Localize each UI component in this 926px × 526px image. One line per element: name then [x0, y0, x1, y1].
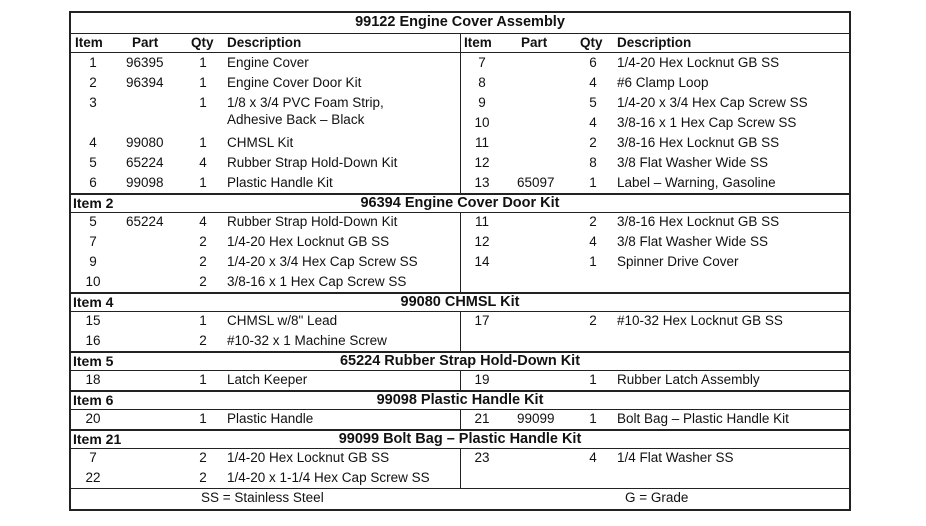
item-number: 12 [474, 155, 490, 170]
description: 1/4-20 x 3/4 Hex Cap Screw SS [617, 95, 808, 110]
item-number: 11 [474, 135, 489, 150]
quantity: 1 [589, 254, 597, 269]
item-number: 6 [89, 175, 97, 190]
item-number: 7 [478, 55, 486, 70]
description: #10-32 x 1 Machine Screw [227, 333, 387, 348]
item-number: 14 [474, 254, 490, 269]
description: #6 Clamp Loop [617, 75, 709, 90]
description: Rubber Strap Hold-Down Kit [227, 155, 398, 170]
part-number: 99098 [126, 175, 164, 190]
part-number: 65097 [517, 175, 555, 190]
description: Engine Cover [227, 55, 309, 70]
quantity: 1 [199, 372, 207, 387]
item-number: 13 [474, 175, 490, 190]
section-label: Item 2 [73, 195, 114, 211]
item-number: 8 [478, 75, 486, 90]
quantity: 2 [589, 313, 597, 328]
column-header-description: Description [617, 35, 692, 50]
item-number: 19 [474, 372, 490, 387]
description: Rubber Latch Assembly [617, 372, 760, 387]
part-number: 99080 [126, 135, 164, 150]
section-title: 99098 Plastic Handle Kit [376, 392, 544, 408]
column-divider [460, 311, 461, 351]
quantity: 2 [199, 234, 207, 249]
section-title: 96394 Engine Cover Door Kit [360, 195, 560, 211]
description: Label – Warning, Gasoline [617, 175, 776, 190]
quantity: 4 [589, 75, 597, 90]
quantity: 1 [199, 95, 207, 110]
quantity: 4 [199, 214, 207, 229]
part-number: 65224 [126, 214, 164, 229]
item-number: 10 [474, 115, 490, 130]
column-divider [460, 409, 461, 429]
quantity: 1 [199, 313, 207, 328]
quantity: 5 [589, 95, 597, 110]
column-header-item: Item [464, 35, 492, 50]
quantity: 4 [199, 155, 207, 170]
description: 1/4-20 Hex Locknut GB SS [617, 55, 780, 70]
quantity: 2 [199, 254, 207, 269]
description: Engine Cover Door Kit [227, 75, 362, 90]
quantity: 2 [199, 470, 207, 485]
quantity: 8 [589, 155, 597, 170]
item-number: 9 [89, 254, 97, 269]
quantity: 6 [589, 55, 597, 70]
item-number: 3 [89, 95, 97, 110]
section-title: 99099 Bolt Bag – Plastic Handle Kit [338, 431, 582, 447]
description: #10-32 Hex Locknut GB SS [617, 313, 783, 328]
description: CHMSL Kit [227, 135, 294, 150]
footer-legend-ss: SS = Stainless Steel [201, 490, 324, 505]
parts-table [69, 11, 851, 511]
description-continued: Adhesive Back – Black [227, 112, 365, 127]
column-divider [460, 212, 461, 292]
column-header-description: Description [227, 35, 302, 50]
description: 1/4-20 x 1-1/4 Hex Cap Screw SS [227, 470, 430, 485]
item-number: 21 [474, 411, 490, 426]
part-number: 99099 [517, 411, 555, 426]
item-number: 5 [89, 155, 97, 170]
footer-legend-g: G = Grade [625, 490, 689, 505]
quantity: 4 [589, 115, 597, 130]
description: Rubber Strap Hold-Down Kit [227, 214, 398, 229]
quantity: 2 [589, 214, 597, 229]
quantity: 2 [199, 274, 207, 289]
item-number: 15 [85, 313, 101, 328]
item-number: 9 [478, 95, 486, 110]
description: Bolt Bag – Plastic Handle Kit [617, 411, 789, 426]
page-title: 99122 Engine Cover Assembly [355, 14, 565, 30]
column-header-part: Part [132, 35, 159, 50]
quantity: 1 [589, 175, 597, 190]
item-number: 4 [89, 135, 97, 150]
column-header-item: Item [75, 35, 103, 50]
item-number: 5 [89, 214, 97, 229]
description: Spinner Drive Cover [617, 254, 739, 269]
column-divider [460, 448, 461, 488]
item-number: 18 [85, 372, 101, 387]
item-number: 23 [474, 450, 490, 465]
description: Latch Keeper [227, 372, 308, 387]
column-divider [460, 33, 461, 193]
description: 3/8 Flat Washer Wide SS [617, 234, 769, 249]
description: 3/8-16 Hex Locknut GB SS [617, 214, 780, 229]
item-number: 22 [85, 470, 101, 485]
item-number: 17 [474, 313, 490, 328]
description: 3/8-16 x 1 Hex Cap Screw SS [227, 274, 407, 289]
part-number: 65224 [126, 155, 164, 170]
description: 1/4 Flat Washer SS [617, 450, 734, 465]
description: 3/8-16 x 1 Hex Cap Screw SS [617, 115, 797, 130]
quantity: 1 [199, 411, 207, 426]
section-label: Item 21 [73, 431, 122, 447]
section-label: Item 6 [73, 392, 114, 408]
description: CHMSL w/8" Lead [227, 313, 338, 328]
item-number: 7 [89, 234, 97, 249]
column-header-qty: Qty [580, 35, 603, 50]
quantity: 1 [199, 55, 207, 70]
quantity: 2 [589, 135, 597, 150]
quantity: 4 [589, 450, 597, 465]
row-divider [71, 488, 849, 489]
description: 3/8-16 Hex Locknut GB SS [617, 135, 780, 150]
description: 1/4-20 x 3/4 Hex Cap Screw SS [227, 254, 418, 269]
part-number: 96395 [126, 55, 164, 70]
item-number: 16 [85, 333, 101, 348]
part-number: 96394 [126, 75, 164, 90]
quantity: 1 [589, 411, 597, 426]
quantity: 2 [199, 333, 207, 348]
item-number: 2 [89, 75, 97, 90]
description: Plastic Handle [227, 411, 314, 426]
quantity: 2 [199, 450, 207, 465]
description: 3/8 Flat Washer Wide SS [617, 155, 769, 170]
item-number: 20 [85, 411, 101, 426]
description: 1/4-20 Hex Locknut GB SS [227, 234, 390, 249]
quantity: 1 [199, 135, 207, 150]
description: 1/8 x 3/4 PVC Foam Strip, [227, 95, 384, 110]
section-title: 99080 CHMSL Kit [400, 294, 520, 310]
item-number: 1 [89, 55, 97, 70]
section-label: Item 4 [73, 294, 114, 310]
column-divider [460, 370, 461, 390]
quantity: 1 [199, 75, 207, 90]
quantity: 4 [589, 234, 597, 249]
item-number: 10 [85, 274, 101, 289]
column-header-part: Part [521, 35, 548, 50]
item-number: 12 [474, 234, 490, 249]
item-number: 11 [474, 214, 489, 229]
section-title: 65224 Rubber Strap Hold-Down Kit [339, 353, 581, 369]
item-number: 7 [89, 450, 97, 465]
section-label: Item 5 [73, 353, 114, 369]
description: 1/4-20 Hex Locknut GB SS [227, 450, 390, 465]
quantity: 1 [199, 175, 207, 190]
column-header-qty: Qty [191, 35, 214, 50]
quantity: 1 [589, 372, 597, 387]
description: Plastic Handle Kit [227, 175, 333, 190]
